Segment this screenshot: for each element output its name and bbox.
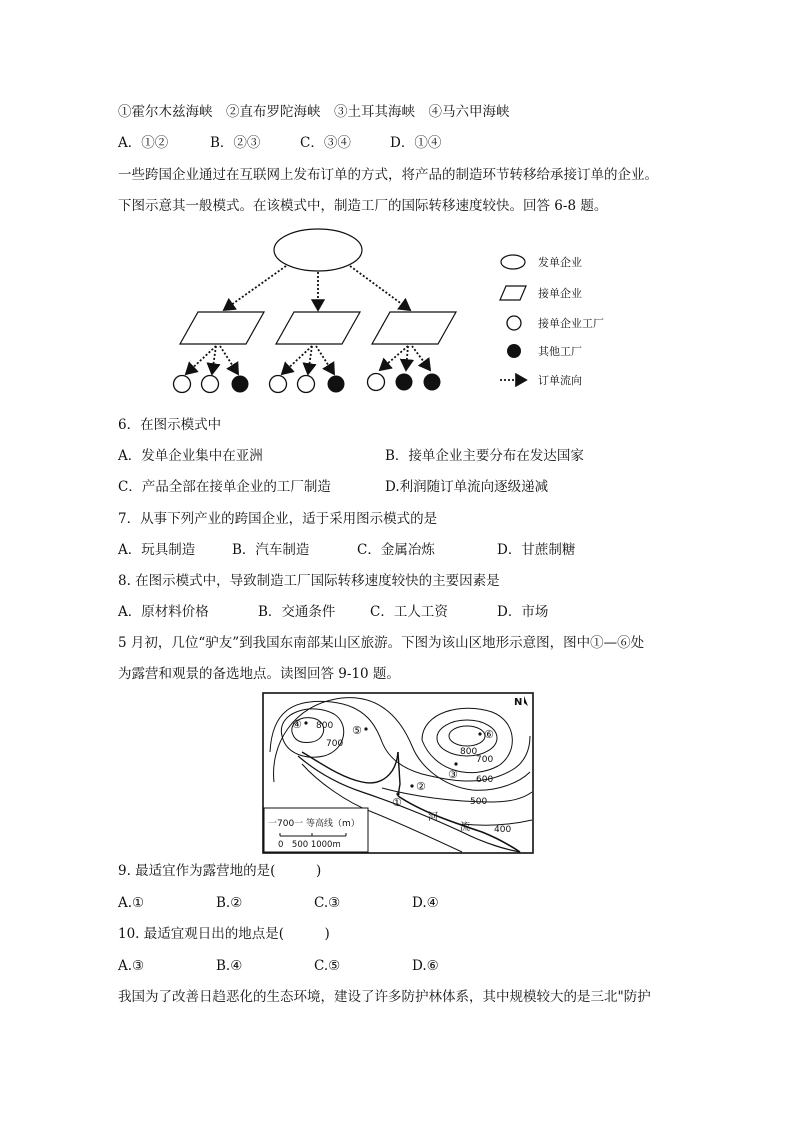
q5-choice-d[interactable]: D．①④ [390, 135, 442, 151]
q5-choice-a[interactable]: A．①② [118, 135, 169, 151]
q10-choice-d[interactable]: D.⑥ [412, 958, 439, 974]
map-legend-contour: 一700一 等高线（m） [268, 819, 360, 829]
q8-choice-a[interactable]: A．原材料价格 [118, 604, 209, 620]
contractor-box-1 [180, 312, 264, 344]
q7-stem: 7．从事下列产业的跨国企业，适于采用图示模式的是 [118, 511, 438, 527]
q10-choice-b[interactable]: B.④ [216, 958, 243, 974]
legend-contractor: 接单企业 [538, 287, 582, 300]
intro-6-8-line-1: 一些跨国企业通过在互联网上发布订单的方式，将产品的制造环节转移给承接订单的企业。 [118, 167, 658, 183]
q6-choice-d[interactable]: D.利润随订单流向逐级递减 [385, 479, 549, 495]
q10-choice-a[interactable]: A.③ [118, 958, 145, 974]
q7-choice-a[interactable]: A．玩具制造 [118, 542, 196, 558]
legend-order-flow: 订单流向 [538, 374, 582, 387]
contour-label-700-right: 700 [476, 755, 494, 765]
q6-choice-a[interactable]: A．发单企业集中在亚洲 [118, 448, 263, 464]
q7-choice-c[interactable]: C．金属冶炼 [357, 542, 435, 558]
issuer-ellipse [274, 229, 362, 271]
q10-choice-c[interactable]: C.⑤ [314, 958, 341, 974]
river-label-1: 河 [428, 812, 438, 823]
q7-choice-b[interactable]: B．汽车制造 [232, 542, 310, 558]
contractor-box-3 [372, 312, 456, 344]
point-4: ④ [292, 718, 302, 731]
point-3: ③ [448, 768, 458, 781]
contour-label-400: 400 [494, 825, 512, 835]
q9-choice-b[interactable]: B.② [216, 895, 243, 911]
contour-label-800-right: 800 [460, 747, 478, 757]
q6-stem: 6．在图示模式中 [118, 417, 222, 433]
q8-choice-c[interactable]: C．工人工资 [370, 604, 448, 620]
river-label-2: 流 [460, 822, 470, 833]
q8-stem: 8. 在图示模式中，导致制造工厂国际转移速度较快的主要因素是 [118, 573, 500, 589]
q5-choice-c[interactable]: C．③④ [300, 135, 351, 151]
q5-options-line: ①霍尔木兹海峡 ②直布罗陀海峡 ③土耳其海峡 ④马六甲海峡 [118, 104, 510, 120]
point-2: ② [416, 780, 426, 793]
intro-9-10-line-2: 为露营和观景的备选地点。读图回答 9-10 题。 [118, 666, 400, 682]
order-flow-diagram [160, 222, 630, 402]
contour-label-700-left: 700 [326, 739, 344, 749]
q9-choice-c[interactable]: C.③ [314, 895, 341, 911]
map-scale: 0 500 1000m [278, 840, 341, 850]
legend-other-factory: 其他工厂 [538, 345, 582, 358]
closing-line: 我国为了改善日趋恶化的生态环境，建设了许多防护林体系，其中规模较大的是三北"防护 [118, 989, 651, 1005]
q6-choice-c[interactable]: C．产品全部在接单企业的工厂制造 [118, 479, 331, 495]
point-5: ⑤ [352, 724, 362, 737]
q9-choice-a[interactable]: A.① [118, 895, 145, 911]
contour-label-600: 600 [476, 775, 494, 785]
intro-6-8-line-2: 下图示意其一般模式。在该模式中，制造工厂的国际转移速度较快。回答 6-8 题。 [118, 198, 608, 214]
contour-label-800-left: 800 [316, 721, 334, 731]
legend-issuer: 发单企业 [538, 256, 582, 269]
q5-choice-b[interactable]: B．②③ [210, 135, 261, 151]
q10-stem: 10. 最适宜观日出的地点是( ) [118, 926, 330, 942]
point-6: ⑥ [484, 728, 494, 741]
q8-choice-d[interactable]: D．市场 [497, 604, 549, 620]
point-1: ① [392, 796, 402, 809]
topographic-map [262, 692, 534, 854]
svg-text:N: N [514, 697, 523, 708]
contractor-box-2 [276, 312, 360, 344]
intro-9-10-line-1: 5 月初，几位“驴友”到我国东南部某山区旅游。下图为该山区地形示意图，图中①—⑥处 [118, 635, 645, 651]
q9-stem: 9. 最适宜作为露营地的是( ) [118, 863, 322, 879]
legend-contractor-factory: 接单企业工厂 [538, 317, 604, 330]
q6-choice-b[interactable]: B．接单企业主要分布在发达国家 [385, 448, 584, 464]
q7-choice-d[interactable]: D．甘蔗制糖 [497, 542, 576, 558]
contour-label-500: 500 [470, 797, 488, 807]
q8-choice-b[interactable]: B．交通条件 [258, 604, 336, 620]
q9-choice-d[interactable]: D.④ [412, 895, 439, 911]
